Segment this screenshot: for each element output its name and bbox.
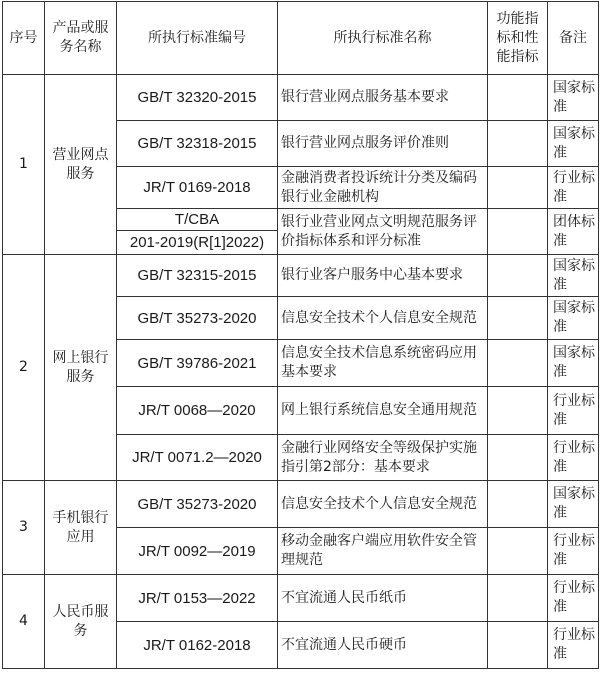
note-cell: 国家标准: [548, 75, 599, 121]
header-seq: 序号: [3, 2, 45, 75]
note-cell: 行业标准: [548, 528, 599, 575]
header-product: 产品或服务名称: [45, 2, 117, 75]
seq-cell: 2: [3, 255, 45, 481]
seq-cell: 1: [3, 75, 45, 255]
header-row: [3, 2, 599, 75]
seq-cell: 3: [3, 481, 45, 575]
function-cell: [488, 481, 548, 528]
function-cell: [488, 387, 548, 435]
function-cell: [488, 121, 548, 167]
standard-name: 信息安全技术信息系统密码应用基本要求: [278, 340, 488, 387]
standard-code-continued: 201-2019(R[1]2022): [117, 231, 278, 255]
standard-code: JR/T 0068—2020: [117, 387, 278, 435]
function-cell: [488, 255, 548, 297]
standard-name: 银行业营业网点文明规范服务评价指标体系和评分标准: [278, 209, 488, 255]
note-cell: 行业标准: [548, 575, 599, 622]
standard-code: JR/T 0169-2018: [117, 167, 278, 209]
standard-code: JR/T 0092—2019: [117, 528, 278, 575]
seq-cell: 4: [3, 575, 45, 669]
product-cell: 营业网点服务: [45, 75, 117, 255]
header-standard-number: 所执行标准编号: [117, 2, 278, 75]
function-cell: [488, 297, 548, 340]
table-row: [3, 481, 599, 528]
standard-name: 金融消费者投诉统计分类及编码银行业金融机构: [278, 167, 488, 209]
product-cell: 人民币服务: [45, 575, 117, 669]
note-cell: 国家标准: [548, 121, 599, 167]
standard-name: 信息安全技术个人信息安全规范: [278, 481, 488, 528]
note-cell: 行业标准: [548, 167, 599, 209]
note-cell: 行业标准: [548, 435, 599, 481]
standard-name: 银行营业网点服务基本要求: [278, 75, 488, 121]
note-cell: 团体标准: [548, 209, 599, 255]
standard-name: 不宜流通人民币纸币: [278, 575, 488, 622]
standard-code: GB/T 32318-2015: [117, 121, 278, 167]
standard-code: JR/T 0071.2—2020: [117, 435, 278, 481]
standard-code: GB/T 35273-2020: [117, 297, 278, 340]
product-cell: 手机银行应用: [45, 481, 117, 575]
standard-name: 银行营业网点服务评价准则: [278, 121, 488, 167]
standards-table: [2, 1, 599, 669]
standard-name: 移动金融客户端应用软件安全管理规范: [278, 528, 488, 575]
note-cell: 国家标准: [548, 340, 599, 387]
function-cell: [488, 340, 548, 387]
header-standard-name: 所执行标准名称: [278, 2, 488, 75]
standard-name: 金融行业网络安全等级保护实施指引第2部分：基本要求: [278, 435, 488, 481]
function-cell: [488, 622, 548, 669]
product-cell: 网上银行服务: [45, 255, 117, 481]
note-cell: 行业标准: [548, 387, 599, 435]
standard-code: JR/T 0162-2018: [117, 622, 278, 669]
function-cell: [488, 435, 548, 481]
note-cell: 行业标准: [548, 622, 599, 669]
standard-code: JR/T 0153—2022: [117, 575, 278, 622]
table-row: [3, 575, 599, 622]
function-cell: [488, 167, 548, 209]
standard-code: GB/T 39786-2021: [117, 340, 278, 387]
standard-code: GB/T 32315-2015: [117, 255, 278, 297]
function-cell: [488, 528, 548, 575]
standard-name: 不宜流通人民币硬币: [278, 622, 488, 669]
standard-name: 银行业客户服务中心基本要求: [278, 255, 488, 297]
header-note: 备注: [548, 2, 599, 75]
note-cell: 国家标准: [548, 297, 599, 340]
standard-code: T/CBA: [117, 209, 278, 231]
standard-name: 网上银行系统信息安全通用规范: [278, 387, 488, 435]
table-row: [3, 255, 599, 297]
note-cell: 国家标准: [548, 481, 599, 528]
function-cell: [488, 209, 548, 255]
table-row: [3, 75, 599, 121]
standard-code: GB/T 32320-2015: [117, 75, 278, 121]
standard-code: GB/T 35273-2020: [117, 481, 278, 528]
header-function-performance: 功能指标和性能指标: [488, 2, 548, 75]
note-cell: 国家标准: [548, 255, 599, 297]
standard-name: 信息安全技术个人信息安全规范: [278, 297, 488, 340]
function-cell: [488, 575, 548, 622]
function-cell: [488, 75, 548, 121]
